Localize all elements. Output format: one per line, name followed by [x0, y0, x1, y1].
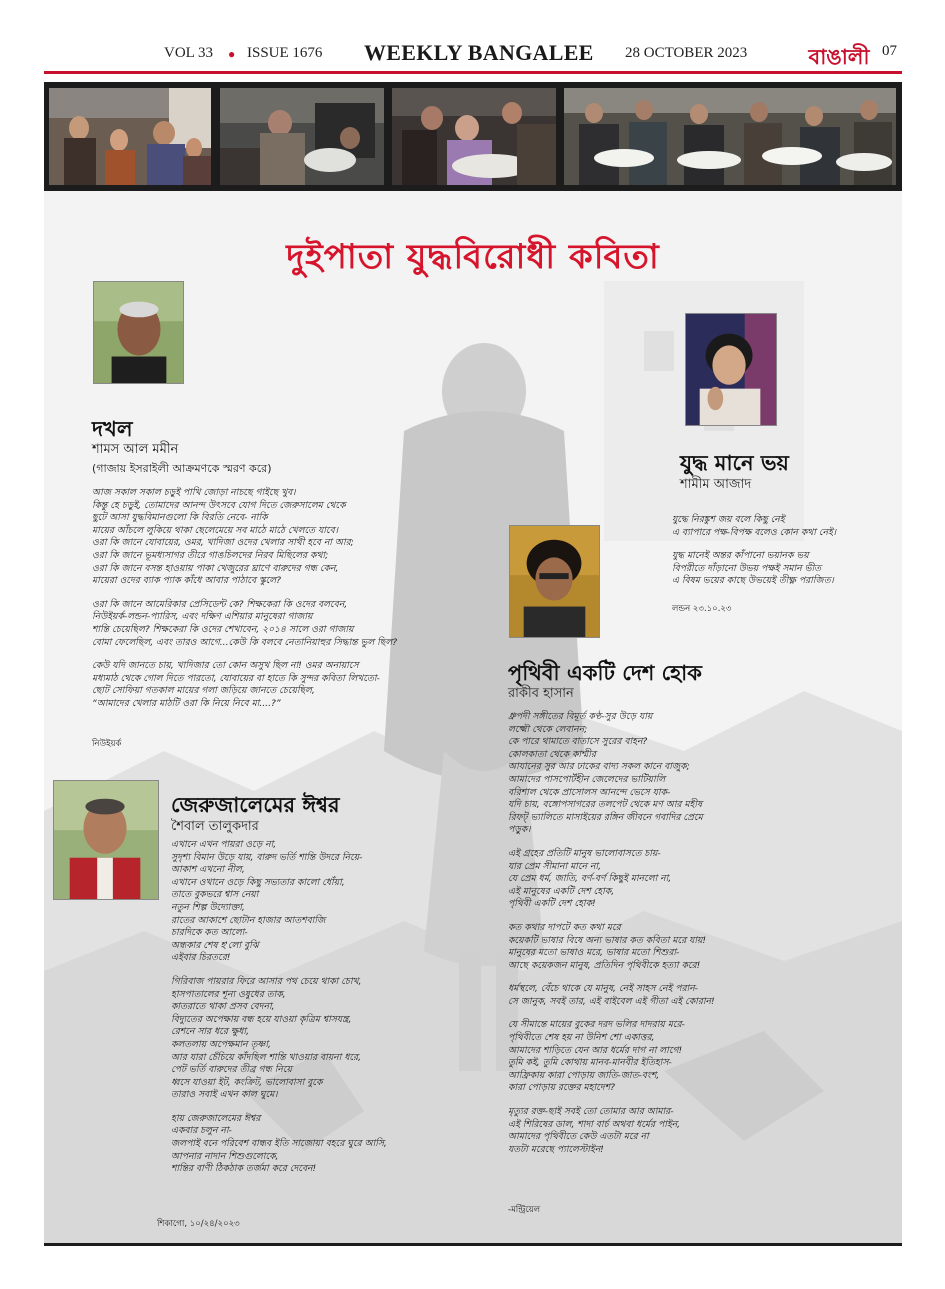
stanza-gap: [508, 1095, 838, 1106]
poem-line: কয়েকটি ভাষার বিষে অন্য ভাষার কত কবিতা মরে যায়!: [508, 934, 707, 946]
poem-line: ওরা কি জানে যোবায়ের, ওমর, খাদিজা ওদের খেলার সাথী হবে না আর;: [92, 537, 354, 549]
poem-line: গিরিবাজ পায়রার ফিরে আসার পথ চেয়ে থাকা চোখ,: [171, 975, 362, 987]
poem-signature: -মন্ট্রিয়েল: [508, 1205, 541, 1215]
poem-line: মৃত্যুর রক্ত-ছাই সবই তো তোমার আর আমার-: [508, 1106, 674, 1118]
poem-line: চারদিকে কত আলো-: [171, 927, 248, 939]
poet-photo-rakib-hasan: [509, 525, 600, 638]
poem-line: ধর্মস্থলে, বেঁচে থাকে যে মানুষ, নেই সাহস নেই পরান-: [508, 983, 698, 995]
poem-signature: লন্ডন ২৩.১০.২৩: [672, 604, 732, 614]
poem-line: ধ্রুপদী সঙ্গীতের বিমূর্ত কণ্ঠ-সুর উড়ে যায়: [508, 711, 653, 722]
poem-line: সুদৃশ্য বিমান উড়ে যায়, বারুদ ভর্তি শান্তি উদরে নিয়ে-: [171, 851, 363, 863]
masthead: [44, 38, 902, 70]
poem-title-dokhol: দখল: [92, 417, 133, 441]
poem-line: পৃথিবী একটি দেশ হোক!: [508, 898, 596, 910]
poem-line: বিদ্যুতের অপেক্ষায় বন্ধ হয়ে যাওয়া কৃত্রিম শ্বাসযন্ত্র,: [171, 1013, 352, 1025]
poem-line: মায়ের আঁচলে লুকিয়ে থাকা ছেলেমেয়ে সব মাঠে মাঠে খেলতে যাবে।: [92, 524, 339, 536]
poem-title-juddho-mane-bhoy: যুদ্ধ মানে ভয়: [680, 451, 789, 475]
poem-line: তুমি কই, তুমি কোথায় মানব-মানবীর ইতিহাস-: [508, 1057, 672, 1069]
poem-signature: শিকাগো, ১০/২৪/২০২৩: [157, 1219, 240, 1229]
poem-title-prithibi-ekti-desh-hok: পৃথিবী একটি দেশ হোক: [508, 661, 702, 685]
poem-line: কলতলায় অপেক্ষমান তৃষ্ণা,: [171, 1038, 271, 1050]
poem-line: তাতে বুকভরে শ্বাস নেয়া: [171, 889, 259, 901]
poem-line: কারা পোড়ায় রক্তের মহাদেশ?: [508, 1082, 615, 1094]
poem-line: আফ্রিকায় কারা পোড়ায় জাতি-জাত-বংশ,: [508, 1069, 660, 1081]
poem-line: আপনার নাদান শিশুগুলোকে,: [171, 1150, 279, 1162]
logo-text: বাঙালী: [808, 45, 870, 69]
poem-line: বিপরীতে দাঁড়ানো উভয় পক্ষই সমান ভীত: [672, 562, 821, 574]
publication-name: WEEKLY BANGALEE: [364, 40, 594, 65]
poem-line: রিফট্ ভ্যালিতে মাসাইয়ের রঙ্গিন জীবনে গবাদির প্রেমে: [508, 811, 703, 823]
poem-line: নতুন শিল্প উদ্যোক্তা,: [171, 901, 245, 913]
poem-line: যতটা মরেছে প্যালেস্টাইন!: [508, 1143, 604, 1155]
stanza-gap: [508, 911, 838, 922]
stanza-gap: [508, 1008, 838, 1019]
poem-line: যদি চায়, বঙ্গোপসাগরের তলপেট থেকে মণ আর মহীষ: [508, 799, 703, 811]
poem-subtitle: (গাজায় ইসরাইলী আক্রমণকে স্মরণ করে): [92, 462, 272, 475]
poem-line: কে পারে থামাতে বাতাসে সুরের বাহন?: [508, 736, 648, 748]
poem-line: কিন্তু হে চড়ুই, তোমাদের আনন্দ উৎসবে যোগ দিতে জেরুসালেম থেকে: [92, 499, 346, 511]
issue-label: ISSUE 1676: [247, 45, 323, 61]
poem-line: কাতরাতে থাকা প্রসব বেদনা,: [171, 1001, 275, 1013]
poem-line: বরিশাল থেকে প্রাসোলস আনন্দে ভেসে যাক-: [508, 786, 671, 798]
poem-line: ওরা কি জানে বসন্ত হাওয়ায় পাকা খেজুরের ঘ্রাণে বারুদের গন্ধ কেন,: [92, 562, 339, 574]
poem-line: ছোট সোফিয়া গতকাল মায়ের গলা জড়িয়ে জানতে চেয়েছিল,: [92, 685, 315, 697]
publication-logo: [802, 40, 876, 70]
poem-line: হাসপাতালের শূন্য ওষুধের তাক,: [171, 988, 286, 1000]
poem-line: এ ব্যাপারে পক্ষ-বিপক্ষ বলেও কোন কথা নেই।: [672, 526, 837, 538]
news-photo-1: [49, 88, 211, 185]
poem-line: এই শিরিষের ডাল, শাদা বার্চ অথবা ধর্মের পাইন,: [508, 1118, 681, 1130]
stanza-gap: [508, 837, 838, 848]
poem-line: পড়ুক।: [508, 824, 531, 836]
poem-line: রাতের আকাশে ছোটান হাজার আতশবাজি: [171, 914, 326, 926]
poem-line: এইবার চিরতরে!: [171, 952, 231, 964]
poem-line: শান্তির বাণী ঠিকঠাক তর্জমা করে দেবেন!: [171, 1163, 317, 1175]
poem-line: আছে কয়েকজন মানুষ, প্রতিদিন পৃথিবীকে হত্যা করে!: [508, 959, 701, 971]
poem-line: অন্ধকার শেষ হ'লো বুঝি: [171, 939, 259, 951]
poem-line: আমাদের শাড়িতে যেন আর ধর্মের দাগ না লাগে!: [508, 1044, 683, 1056]
poem-body: [92, 487, 422, 711]
news-photo-3: [392, 88, 556, 185]
news-photo-2: [220, 88, 384, 185]
poet-name: রাকীব হাসান: [508, 686, 574, 701]
page-number: 07: [882, 43, 897, 59]
poem-line: এই গ্রহের প্রতিটি মানুষ ভালোবাসতে চায়-: [508, 847, 661, 859]
stanza-gap: [508, 972, 838, 983]
poem-line: এখানে এখন পায়রা ওড়ে না,: [171, 839, 277, 850]
poem-line: মানুষের মতো ভাষাও মরে, ভাষার মতো শিশুরা-: [508, 947, 680, 959]
poem-body: [171, 839, 471, 1176]
header-rule: [44, 71, 902, 74]
poem-line: আমাদের পৃথিবীতে কেউ এতটা মরে না: [508, 1131, 649, 1143]
poem-line: যুদ্ধ মানেই অন্তর কাঁপানো ভয়ানক ভয়: [672, 550, 809, 562]
stanza-gap: [672, 539, 897, 550]
poem-signature: নিউইয়র্ক: [92, 739, 122, 749]
poem-title-jerusalemer-ishwar: জেরুজালেমের ঈশ্বর: [171, 793, 340, 817]
poem-body: [672, 514, 897, 588]
poem-line: ওরা কি জানে ভূমধ্যসাগর তীরে গাঙচিলদের নিরব মিছিলের কথা;: [92, 549, 329, 561]
poet-name: শৈবাল তালুকদার: [171, 819, 259, 834]
poem-line: ছুটে আসা যুদ্ধবিমানগুলো কি বিরতি নেবে- নাকি: [92, 512, 268, 524]
poem-line: যুদ্ধে নিরঙ্কুশ জয় বলে কিছু নেই: [672, 514, 785, 525]
poem-line: এই মানুষের একটি দেশ হোক,: [508, 885, 615, 897]
poet-name: শামস আল মমীন: [92, 442, 179, 457]
stanza-gap: [92, 649, 422, 660]
stanza-gap: [171, 965, 471, 976]
poem-line: পেট ভর্তি বারুদের তীব্র গন্ধ নিয়ে: [171, 1064, 292, 1076]
issue-date: 28 OCTOBER 2023: [625, 45, 748, 61]
poet-photo-shamim-azad: [685, 313, 777, 426]
poem-line: কোলকাতা থেকে কাশ্মীর: [508, 748, 596, 760]
poet-name: শামীম আজাদ: [680, 477, 752, 492]
poem-line: সে জানুক, সবই তার, এই বাইবেল এই গীতা এই কোরান!: [508, 995, 715, 1007]
poem-line: আর যারা চেঁচিয়ে কাঁদছিল শান্তি খাওয়ার বায়না ধরে,: [171, 1051, 362, 1063]
poem-line: পৃথিবীতে শেষ হয় না উনিশ শো একাত্তর,: [508, 1032, 655, 1044]
poem-line: আযানের সুর আর ঢাকের বাদ্য সকল কানে বাজুক;: [508, 761, 690, 773]
poem-line: লক্ষ্মৌ থেকে লেবানন;: [508, 723, 588, 735]
poet-photo-shoibal-talukder: [53, 780, 159, 900]
poem-line: কত কথার দাপটে কত কথা মরে: [508, 921, 621, 933]
poem-line: আজ সকাল সকাল চড়ুই পাখি জোড়া নাচছে গাইছে খুব।: [92, 487, 296, 498]
poem-line: যার প্রেম সীমানা মানে না,: [508, 860, 602, 872]
poem-line: আমাদের পাসপোর্টহীন জেলেদের ভাটিয়ালি: [508, 773, 666, 785]
news-photo-4: [564, 88, 896, 185]
separator-dot: ●: [228, 47, 236, 61]
poetry-panel: [44, 191, 902, 1246]
poem-line: রেশনে সার ধরে ক্ষুধা,: [171, 1026, 250, 1038]
poem-line: মায়েরা ওদের ব্যাক প্যাক কাঁধে আবার পাঠাবে স্কুলে?: [92, 575, 282, 587]
stanza-gap: [92, 588, 422, 599]
poem-line: মধ্যমাঠ থেকে গোল দিতে পারতো, যোবায়ের বা হাতে কি সুন্দর কবিতা লিখতো-: [92, 672, 380, 684]
stanza-gap: [171, 1102, 471, 1113]
poem-line: একবার চলুন না-: [171, 1125, 232, 1137]
poem-line: এ বিষম ভয়ের কাছে উভয়েই তীক্ষ্ণ পরাজিত।: [672, 575, 834, 587]
poem-line: বোমা ফেলেছিল, এবং তারও আগে...কেউ কি বলবে নেতানিয়াহুর সিদ্ধান্ত ভুল ছিল?: [92, 636, 398, 648]
poet-photo-shams-al-momin: [93, 281, 184, 384]
volume-label: VOL 33: [164, 45, 214, 61]
poem-line: তারাও সবাই এখন কাল ঘুমে।: [171, 1089, 278, 1101]
poem-body: [508, 711, 838, 1156]
poem-line: আকাশ এখনো নীল,: [171, 864, 245, 876]
poem-line: যে সীমান্তে মায়ের বুকের দরদ ভলির দাদরায় মরে-: [508, 1019, 685, 1031]
section-title: দুইপাতা যুদ্ধবিরোধী কবিতা: [286, 237, 660, 277]
photo-strip: [44, 82, 902, 191]
poem-line: নিউইয়র্ক-লন্ডন-প্যারিস, এবং দক্ষিণ এশিয়ার মানুষেরা গাজায়: [92, 611, 313, 623]
poem-line: ধ্বসে যাওয়া ইট, কংক্রিট, ভালোবাসা বুকে: [171, 1076, 323, 1088]
poem-line: “আমাদের খেলার মাঠটি ওরা কি নিয়ে নিবে মা....?”: [92, 697, 281, 709]
poem-line: ওরা কি জানে আমেরিকার প্রেসিডেন্ট কে? শিক্ষকেরা কি ওদের বলবেন,: [92, 598, 348, 610]
poem-line: হায় জেরুজালেমের ঈশ্বর: [171, 1112, 261, 1124]
poem-line: যে প্রেম ধর্ম, জাতি, বর্ণ-বর্ণ কিছুই মানলো না,: [508, 873, 672, 885]
poem-line: এখানে ওখানে ওড়ে কিছু সভ্যতার কালো ধোঁয়া,: [171, 876, 345, 888]
poem-line: শান্তি চেয়েছিল? শিক্ষকেরা কি ওদের শেখাবেন, ২০১৪ সালে ওরা গাজায়: [92, 623, 354, 635]
poem-line: জলপাই বনে পরিবেশ বান্ধব ইতি সাজোয়া বহরে ঘুরে আসি,: [171, 1138, 387, 1150]
poem-line: কেউ যদি জানতে চায়, খাদিজার তো কোন অসুখ ছিল না! ওমর অনায়াসে: [92, 660, 359, 672]
